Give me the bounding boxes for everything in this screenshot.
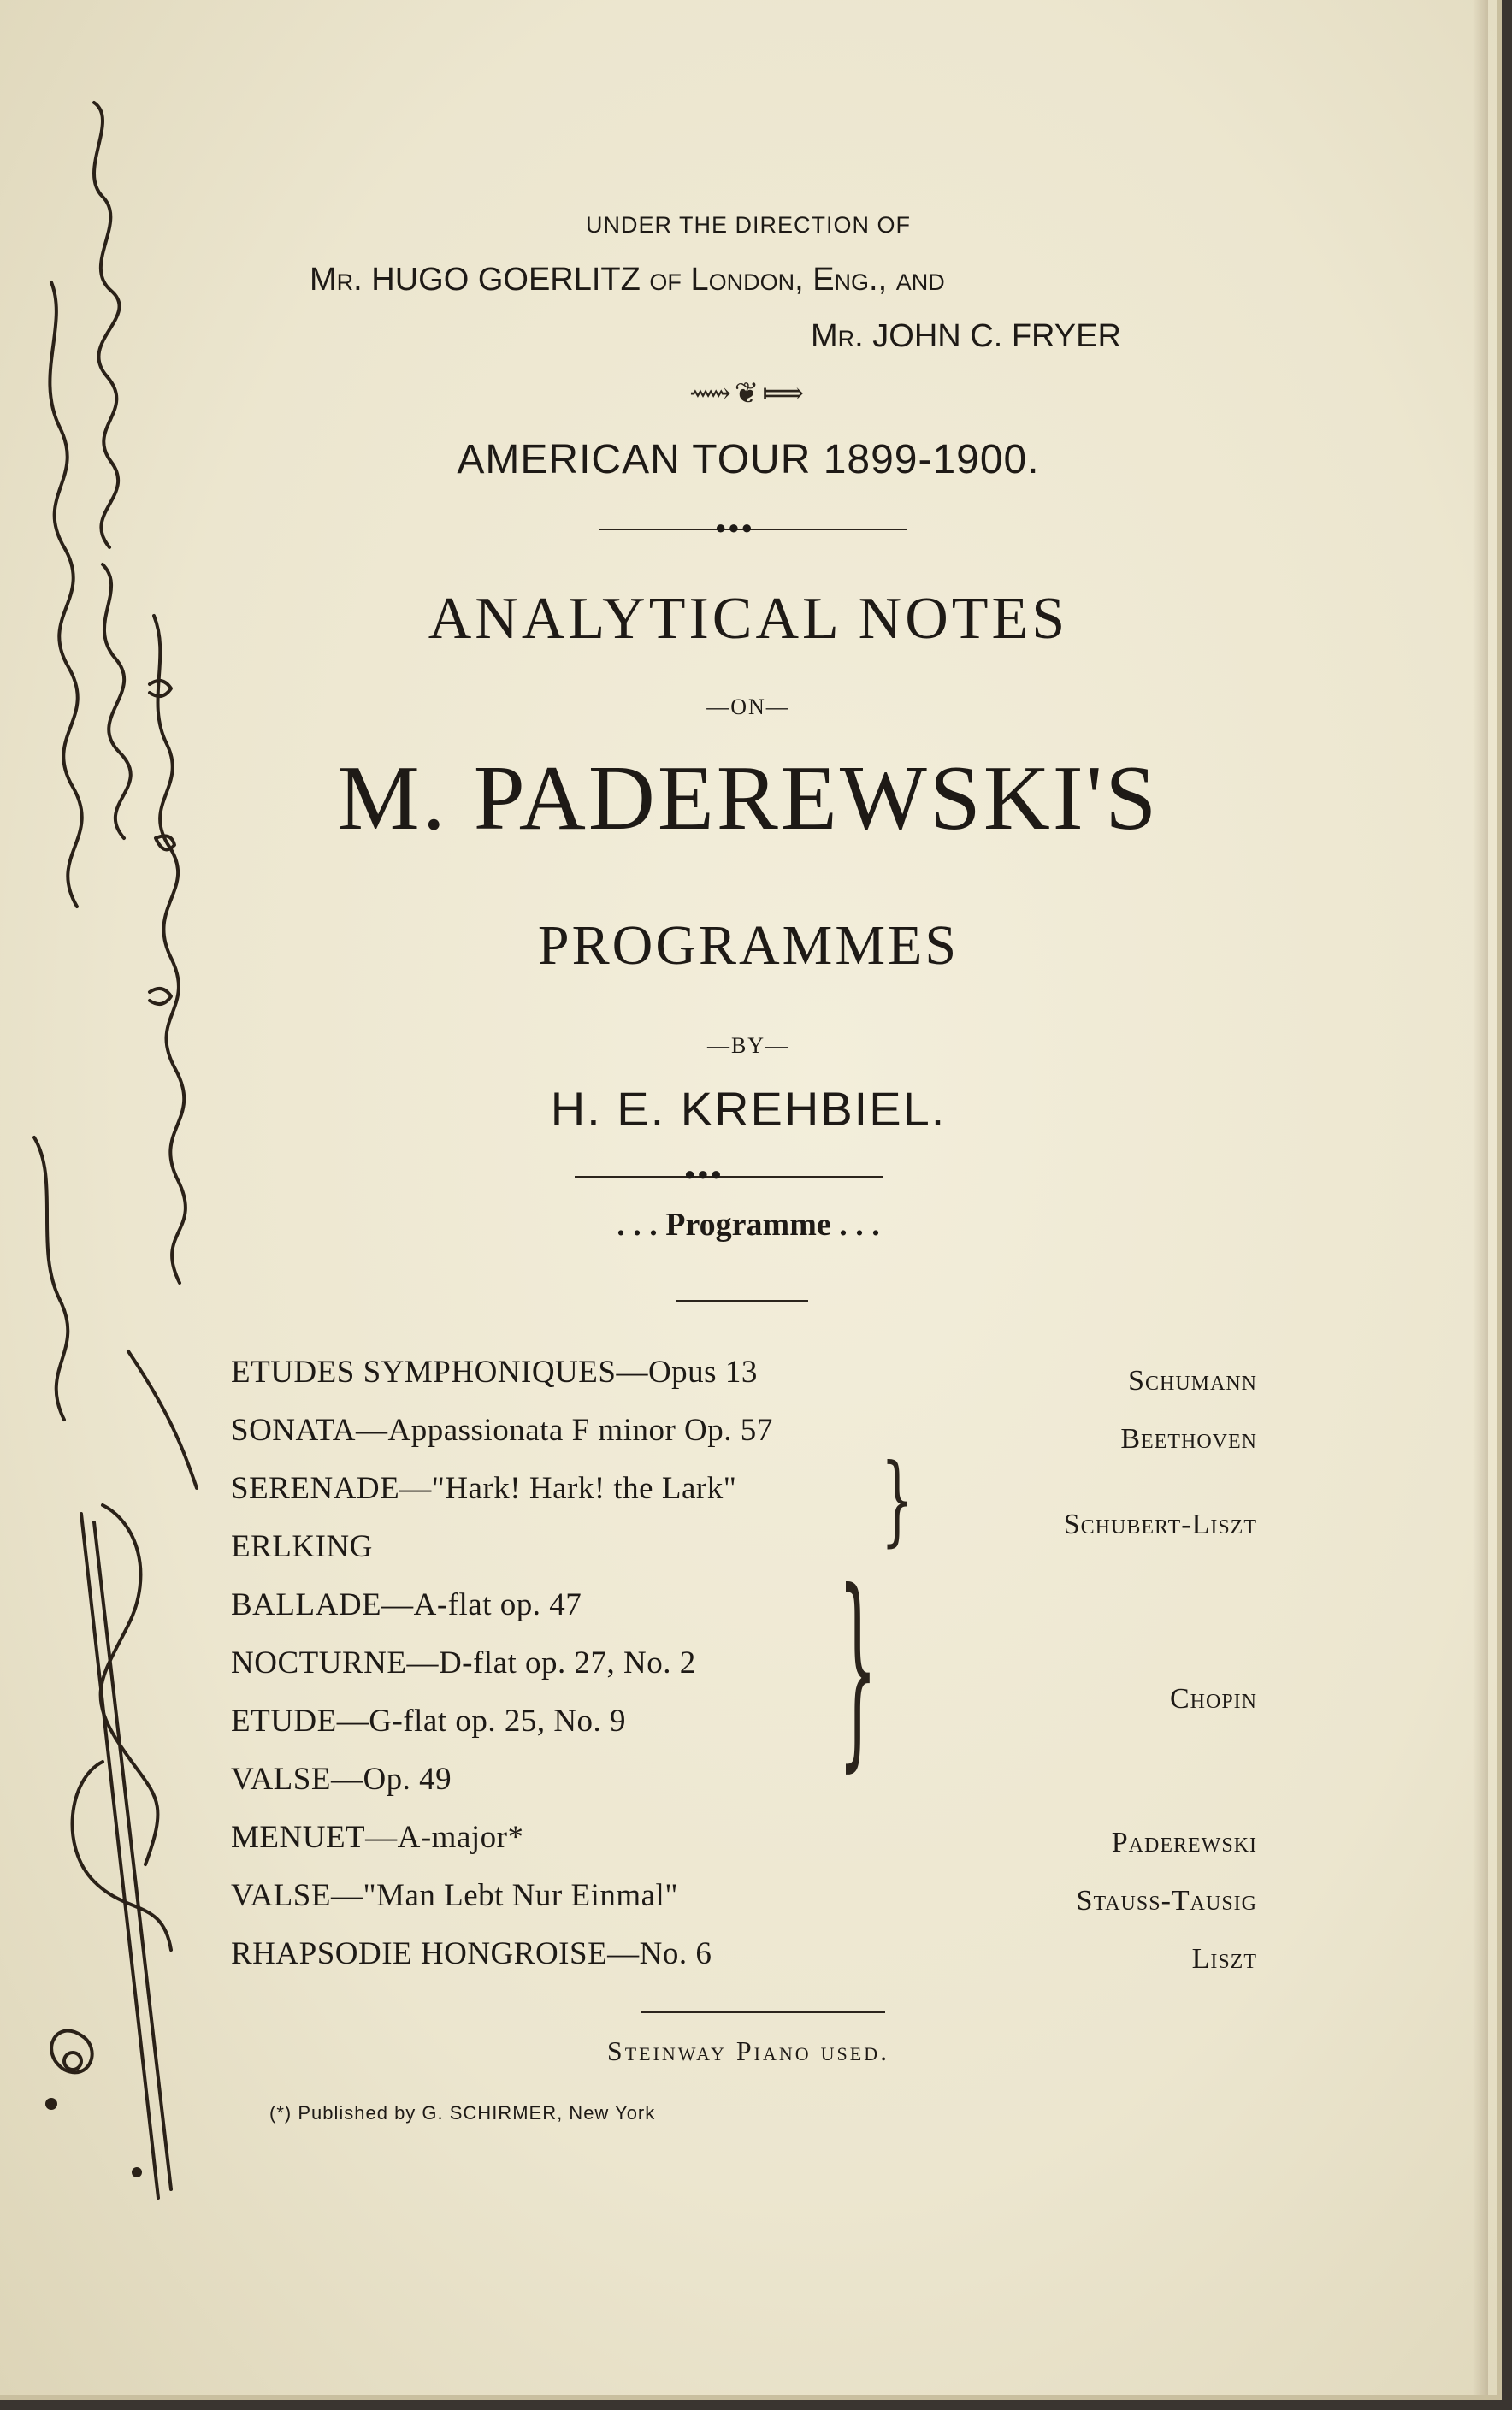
subject-title: M. PADEREWSKI'S [337, 747, 1160, 849]
programme-item: MENUET—A-major* [231, 1820, 524, 1855]
piano-notice: Steinway Piano used. [606, 2035, 890, 2066]
composer-name: Liszt [1191, 1943, 1257, 1975]
agent-line-2: Mr. JOHN C. FRYER [811, 318, 1121, 354]
programmes-title: PROGRAMMES [537, 914, 960, 977]
programme-item: ETUDE—G-flat op. 25, No. 9 [231, 1704, 627, 1739]
brace-chopin: } [838, 1545, 877, 1790]
on-label: —ON— [706, 694, 790, 719]
brace-schubert: } [881, 1444, 914, 1558]
programme-item: ETUDES SYMPHONIQUES—Opus 13 [231, 1355, 758, 1390]
tour-title: AMERICAN TOUR 1899-1900. [457, 437, 1040, 482]
analytical-notes-title: ANALYTICAL NOTES [428, 586, 1069, 652]
programme-heading: . . . Programme . . . [617, 1207, 880, 1243]
composer-name: Schubert-Liszt [1063, 1509, 1257, 1540]
direction-label: UNDER THE DIRECTION OF [585, 212, 911, 238]
programme-item: SERENADE—"Hark! Hark! the Lark" [231, 1471, 737, 1506]
programme-item: ERLKING [231, 1529, 373, 1564]
programme-item: SONATA—Appassionata F minor Op. 57 [231, 1413, 773, 1448]
composer-name: Beethoven [1120, 1423, 1257, 1455]
programme-list [231, 1350, 932, 1989]
ornament-divider: ⟿❦⟾ [689, 378, 807, 410]
rule-divider [575, 1176, 883, 1178]
author-name: H. E. KREHBIEL. [550, 1082, 947, 1136]
composer-name: Paderewski [1111, 1827, 1257, 1858]
dot-ornament: ●●● [715, 517, 754, 538]
programme-item: VALSE—Op. 49 [231, 1762, 452, 1797]
composer-name: Schumann [1128, 1365, 1257, 1397]
programme-item: RHAPSODIE HONGROISE—No. 6 [231, 1936, 712, 1971]
publisher-footnote: (*) Published by G. SCHIRMER, New York [269, 2102, 656, 2124]
dot-ornament: ●●● [684, 1163, 724, 1184]
rule-divider [676, 1300, 808, 1302]
programme-item: VALSE—"Man Lebt Nur Einmal" [231, 1878, 678, 1913]
composer-name: Chopin [1169, 1683, 1257, 1715]
programme-item: NOCTURNE—D-flat op. 27, No. 2 [231, 1645, 696, 1681]
composer-name: Stauss-Tausig [1076, 1885, 1257, 1917]
rule-divider [641, 2011, 885, 2013]
agent-line-1: Mr. HUGO GOERLITZ of London, Eng., and [310, 262, 945, 298]
programme-item: BALLADE—A-flat op. 47 [231, 1587, 582, 1622]
by-label: —BY— [706, 1033, 790, 1058]
